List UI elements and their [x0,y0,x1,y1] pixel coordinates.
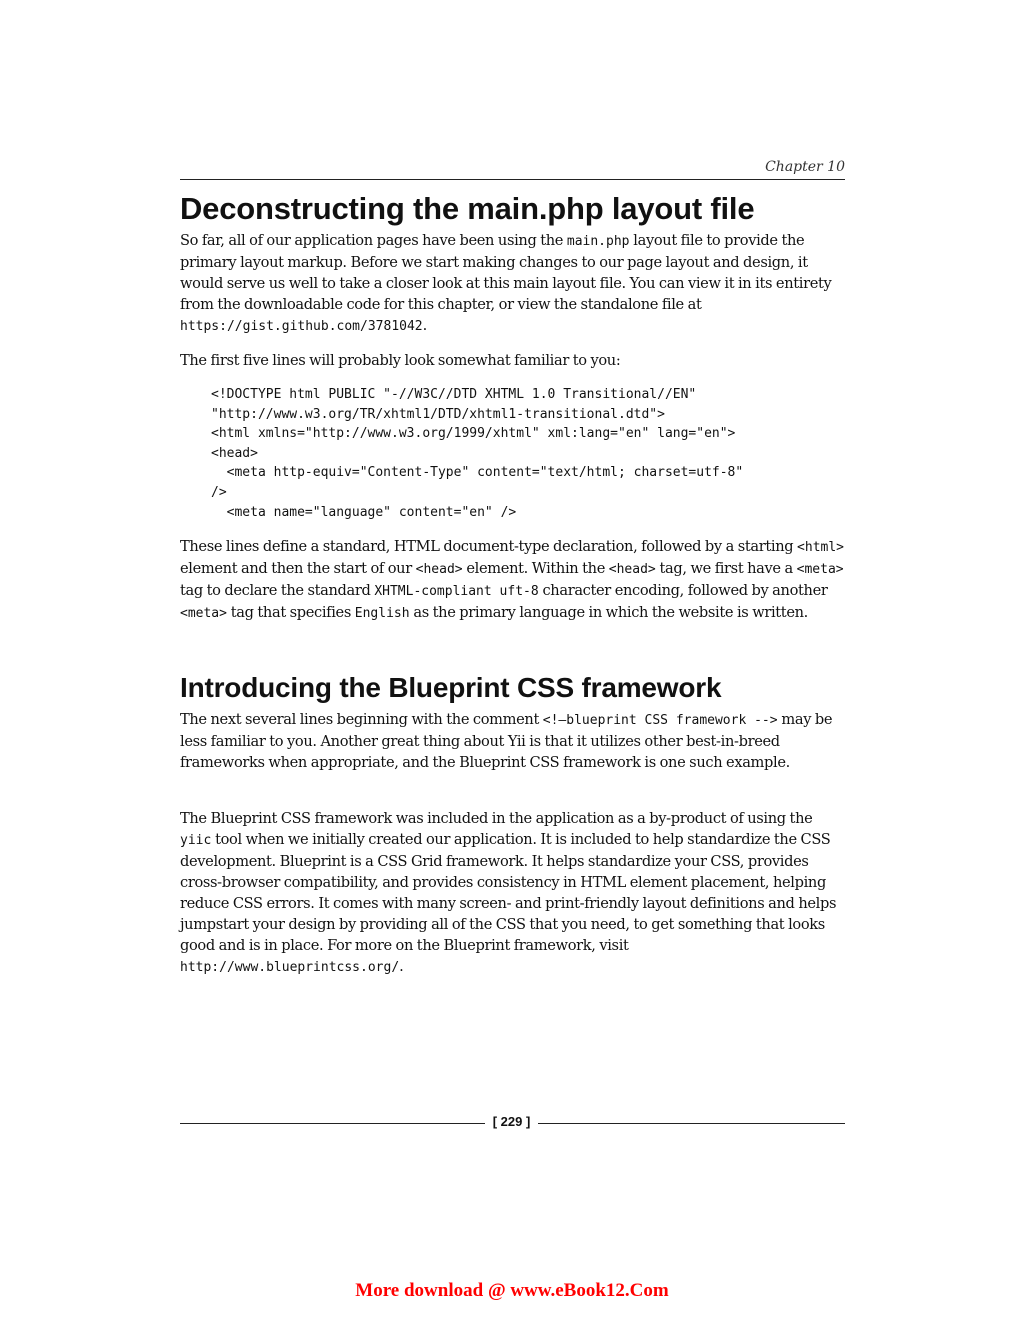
text-run: tag, we first have a [655,560,797,577]
paragraph-doctype-explanation [180,536,845,624]
running-header [180,157,845,180]
inline-code: <html> [797,540,845,555]
inline-code: main.php [566,234,630,249]
inline-code: <meta> [796,562,844,577]
inline-code: yiic [180,833,212,848]
inline-code: <!—blueprint CSS framework --> [542,713,778,728]
text-run: . [399,958,404,975]
footer-rule-left [180,1123,485,1124]
gist-url: https://gist.github.com/3781042 [180,319,423,334]
page-number: [ 229 ] [492,1114,531,1129]
text-run: layout file to provide the primary layout markup. Before we start making changes to our page layout and design, it would serve us well to take a closer look at this main layout file. You can view it in its entirety from the downloadable code for this chapter, or view the standalone file at [180,232,832,313]
text-run: character encoding, followed by another [538,582,828,599]
text-run: tag to declare the standard [180,582,375,599]
download-watermark: More download @ www.eBook12.Com [355,1280,669,1301]
text-run: The next several lines beginning with the comment [180,711,543,728]
section-heading-main-layout: Deconstructing the main.php layout file [180,191,755,226]
text-run: tool when we initially created our application. It is included to help standardize the CSS development. Blueprint is a CSS Grid framework. It helps standardize your CSS, provides cross-browser compatibility, and provides consistency in HTML element placement, helping reduce CSS errors. It comes with many screen- and print-friendly layout definitions and helps jumpstart your design by providing all of the CSS that you need, to get something that looks good and is in place. For more on the Blueprint framework, visit [180,831,837,954]
paragraph-intro [180,230,845,337]
paragraph-first-five-lines: The first five lines will probably look somewhat familiar to you: [180,352,621,369]
paragraph-blueprint-details [180,808,845,978]
text-run: So far, all of our application pages have been using the [180,232,567,249]
inline-code: <head> [608,562,656,577]
chapter-label: Chapter 10 [765,159,845,175]
text-run: may be less familiar to you. Another great thing about Yii is that it utilizes other best-in-breed frameworks when appropriate, and the Blueprint CSS framework is one such example. [180,711,833,771]
text-run: element and then the start of our [180,560,416,577]
footer-rule-right [538,1123,845,1124]
text-run: element. Within the [462,560,609,577]
inline-code: <meta> [180,606,227,621]
inline-code: <head> [415,562,463,577]
text-run: as the primary language in which the website is written. [409,604,808,621]
inline-code: XHTML-compliant uft-8 [374,584,539,599]
text-run: The Blueprint CSS framework was included in the application as a by-product of using the [180,810,813,827]
text-run: . [422,317,427,334]
paragraph-blueprint-intro [180,709,845,773]
blueprint-url: http://www.blueprintcss.org/ [180,960,400,975]
section-heading-blueprint: Introducing the Blueprint CSS framework [180,672,722,703]
text-run: These lines define a standard, HTML document-type declaration, followed by a starting [180,538,798,555]
inline-code: English [354,606,410,621]
code-block: <!DOCTYPE html PUBLIC "-//W3C//DTD XHTML 1.0 Transitional//EN" "http://www.w3.org/TR/xhtml1/DTD/xhtml1-transitional.dtd"> <html xmlns="http://www.w3.org/1999/xhtml" xml:lang="en" lang="en"> <head> <meta http-equiv="Content-Type" content="text/html; charset=utf-8" /> <meta name="language" content="en" /> [211,387,744,520]
text-run: tag that specifies [226,604,355,621]
